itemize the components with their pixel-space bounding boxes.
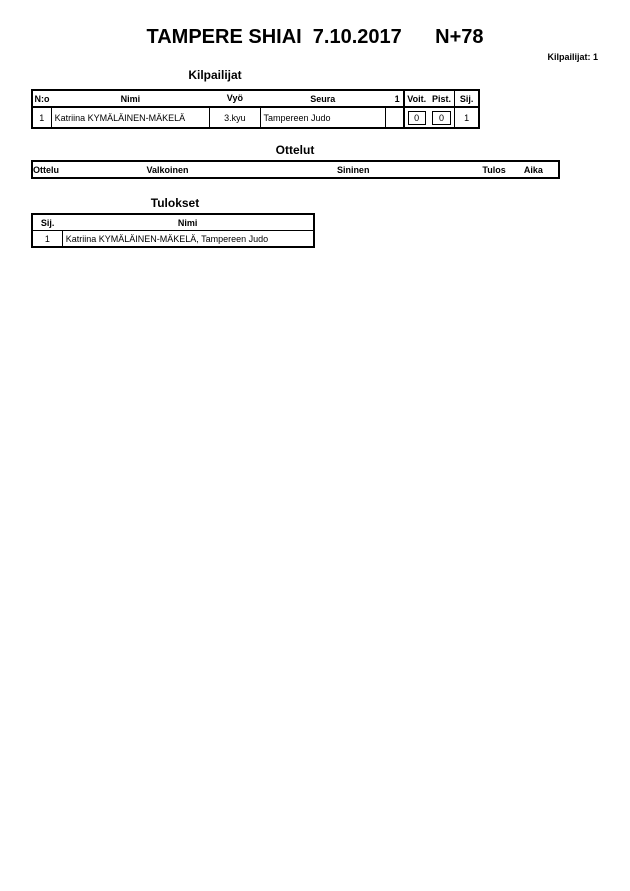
competitor-name: Katriina KYMÄLÄINEN-MÄKELÄ xyxy=(51,107,210,128)
competitors-heading: Kilpailijat xyxy=(188,68,242,82)
col-match-header: Ottelu xyxy=(33,164,59,175)
competitor-wins-cell xyxy=(404,107,429,128)
col-points-header: Pist. xyxy=(429,90,455,107)
col-result-rank-header: Sij. xyxy=(32,214,62,231)
col-time-header: Aika xyxy=(523,164,543,175)
result-name: Katriina KYMÄLÄINEN-MÄKELÄ, Tampereen Judo xyxy=(62,231,314,248)
competitor-no: 1 xyxy=(32,107,51,128)
results-heading: Tulokset xyxy=(150,196,200,210)
col-no-header: N:o xyxy=(32,90,51,107)
matches-header-row xyxy=(32,161,559,178)
results-table xyxy=(31,213,315,248)
col-wins-header: Voit. xyxy=(404,90,429,107)
competitor-club: Tampereen Judo xyxy=(260,107,386,128)
competitors-header-row xyxy=(32,90,479,107)
competitor-points-cell xyxy=(429,107,455,128)
competitors-table xyxy=(31,89,480,129)
competitor-wins: 0 xyxy=(408,111,426,125)
col-rank-header: Sij. xyxy=(455,90,479,107)
result-rank: 1 xyxy=(32,231,62,248)
col-club-header: Seura xyxy=(260,90,386,107)
col-round1-header: 1 xyxy=(386,90,404,107)
col-result-name-header: Nimi xyxy=(62,214,314,231)
table-row xyxy=(32,107,479,128)
col-white-header: Valkoinen xyxy=(146,164,189,175)
competitor-round1 xyxy=(386,107,404,128)
participant-count: Kilpailijat: 1 xyxy=(547,52,598,62)
results-header-row xyxy=(32,214,314,231)
table-row xyxy=(32,231,314,248)
col-blue-header: Sininen xyxy=(336,164,370,175)
matches-heading: Ottelut xyxy=(275,143,315,157)
competitor-points: 0 xyxy=(432,111,452,125)
competitor-rank: 1 xyxy=(455,107,479,128)
competitor-belt: 3.kyu xyxy=(210,107,260,128)
matches-table xyxy=(31,160,560,179)
col-belt-header: Vyö xyxy=(210,90,260,107)
page-title: TAMPERE SHIAI 7.10.2017 N+78 xyxy=(146,26,484,48)
col-result-header: Tulos xyxy=(482,164,506,175)
col-name-header: Nimi xyxy=(51,90,210,107)
